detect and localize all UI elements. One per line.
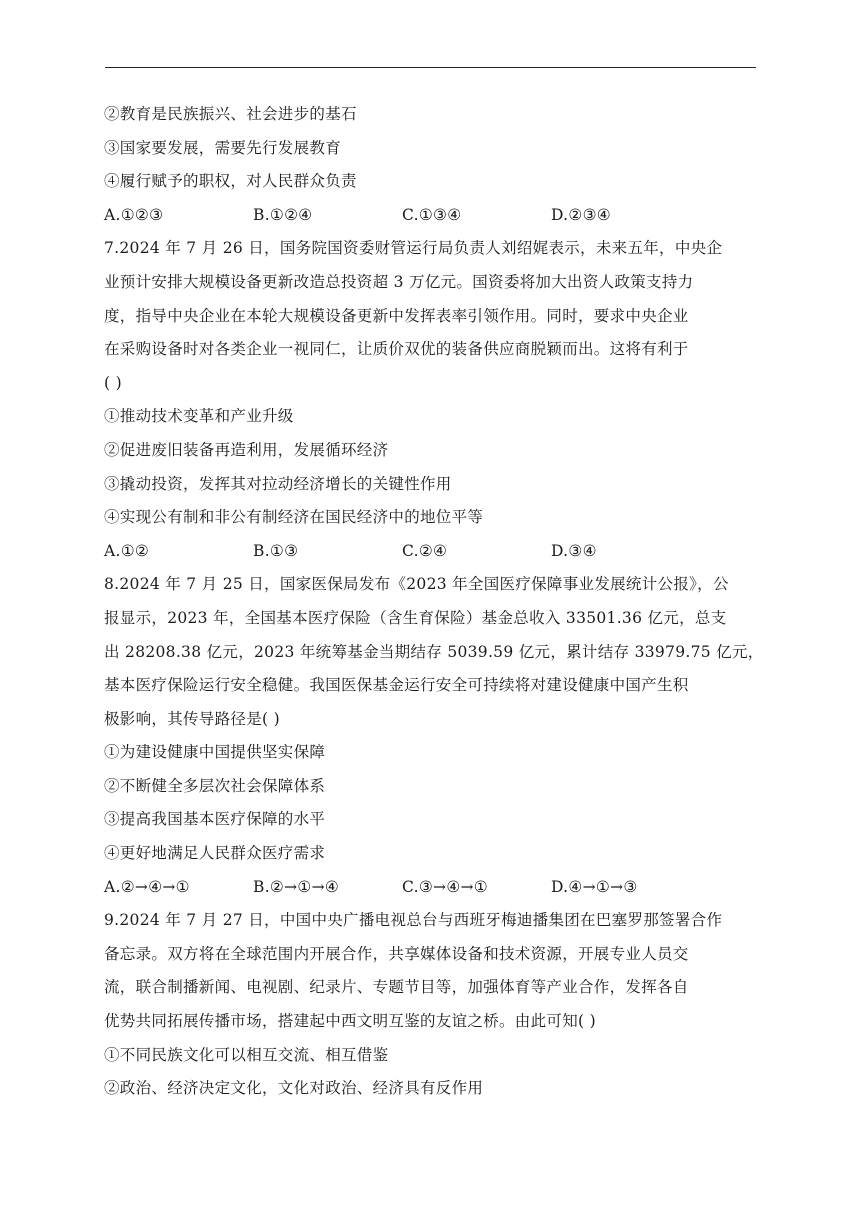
option-line: ④更好地满足人民群众医疗需求 [104, 844, 326, 863]
option-line: ②促进废旧装备再造利用，发展循环经济 [104, 440, 389, 459]
option-line: ③提高我国基本医疗保障的水平 [104, 810, 326, 829]
choice-a[interactable]: A.②→④→① [104, 877, 190, 896]
question-stem-line: 优势共同拓展传播市场，搭建起中西文明互鉴的友谊之桥。由此可知( ) [104, 1012, 596, 1031]
question-stem-line: 备忘录。双方将在全球范围内开展合作，共享媒体设备和技术资源，开展专业人员交 [104, 944, 689, 963]
question-stem-line: 业预计安排大规模设备更新改造总投资超 3 万亿元。国资委将加大出资人政策支持力 [104, 272, 694, 291]
choice-a[interactable]: A.①②③ [104, 205, 164, 224]
answer-blank: ( ) [104, 373, 122, 392]
choice-c[interactable]: C.③→④→① [402, 877, 488, 896]
choice-c[interactable]: C.②④ [402, 541, 448, 560]
option-line: ④实现公有制和非公有制经济在国民经济中的地位平等 [104, 508, 484, 527]
question-stem-line: 出 28208.38 亿元，2023 年统筹基金当期结存 5039.59 亿元，累计结存 33979.75 亿元， [104, 642, 764, 661]
question-7 [104, 232, 760, 568]
question-9 [104, 904, 760, 1106]
choice-c[interactable]: C.①③④ [402, 205, 462, 224]
option-line: ①推动技术变革和产业升级 [104, 407, 294, 426]
question-stem-line: 8.2024 年 7 月 25 日，国家医保局发布《2023 年全国医疗保障事业发展统计公报》，公 [104, 575, 729, 594]
choice-b[interactable]: B.①②④ [253, 205, 313, 224]
option-line: ②不断健全多层次社会保障体系 [104, 776, 326, 795]
choice-d[interactable]: D.③④ [551, 541, 597, 560]
question-stem-line: 在采购设备时对各类企业一视同仁，让质价双优的装备供应商脱颖而出。这将有利于 [104, 340, 689, 359]
question-stem-line: 度，指导中央企业在本轮大规模设备更新中发挥表率引领作用。同时，要求中央企业 [104, 306, 689, 325]
answer-choices [104, 199, 760, 233]
choice-d[interactable]: D.④→①→③ [551, 877, 638, 896]
question-stem-line: 报显示，2023 年，全国基本医疗保险（含生育保险）基金总收入 33501.36 亿元，总支 [104, 608, 727, 627]
question-stem-line: 流，联合制播新闻、电视剧、纪录片、专题节目等，加强体育等产业合作，发挥各自 [104, 978, 689, 997]
option-line: ①不同民族文化可以相互交流、相互借鉴 [104, 1045, 389, 1064]
answer-choices [104, 535, 760, 569]
choice-d[interactable]: D.②③④ [551, 205, 611, 224]
option-line: ③国家要发展，需要先行发展教育 [104, 138, 342, 157]
header-rule [105, 67, 756, 68]
question-stem-line: 基本医疗保险运行安全稳健。我国医保基金运行安全可持续将对建设健康中国产生积 [104, 676, 689, 695]
question-stem-line: 极影响，其传导路径是( ) [104, 709, 280, 728]
question-stem-line: 9.2024 年 7 月 27 日，中国中央广播电视总台与西班牙梅迪播集团在巴塞罗那签署合作 [104, 911, 723, 930]
option-line: ④履行赋予的职权，对人民群众负责 [104, 172, 357, 191]
option-line: ①为建设健康中国提供坚实保障 [104, 743, 326, 762]
choice-b[interactable]: B.②→①→④ [253, 877, 340, 896]
choice-b[interactable]: B.①③ [253, 541, 299, 560]
question-stem-line: 7.2024 年 7 月 26 日，国务院国资委财管运行局负责人刘绍娓表示，未来五年，中央企 [104, 239, 723, 258]
answer-choices [104, 871, 760, 905]
option-line: ③撬动投资，发挥其对拉动经济增长的关键性作用 [104, 474, 452, 493]
question-8 [104, 568, 764, 904]
choice-a[interactable]: A.①② [104, 541, 150, 560]
exam-page-content [104, 98, 764, 1106]
option-line: ②教育是民族振兴、社会进步的基石 [104, 105, 357, 123]
option-line: ②政治、经济决定文化，文化对政治、经济具有反作用 [104, 1079, 484, 1098]
